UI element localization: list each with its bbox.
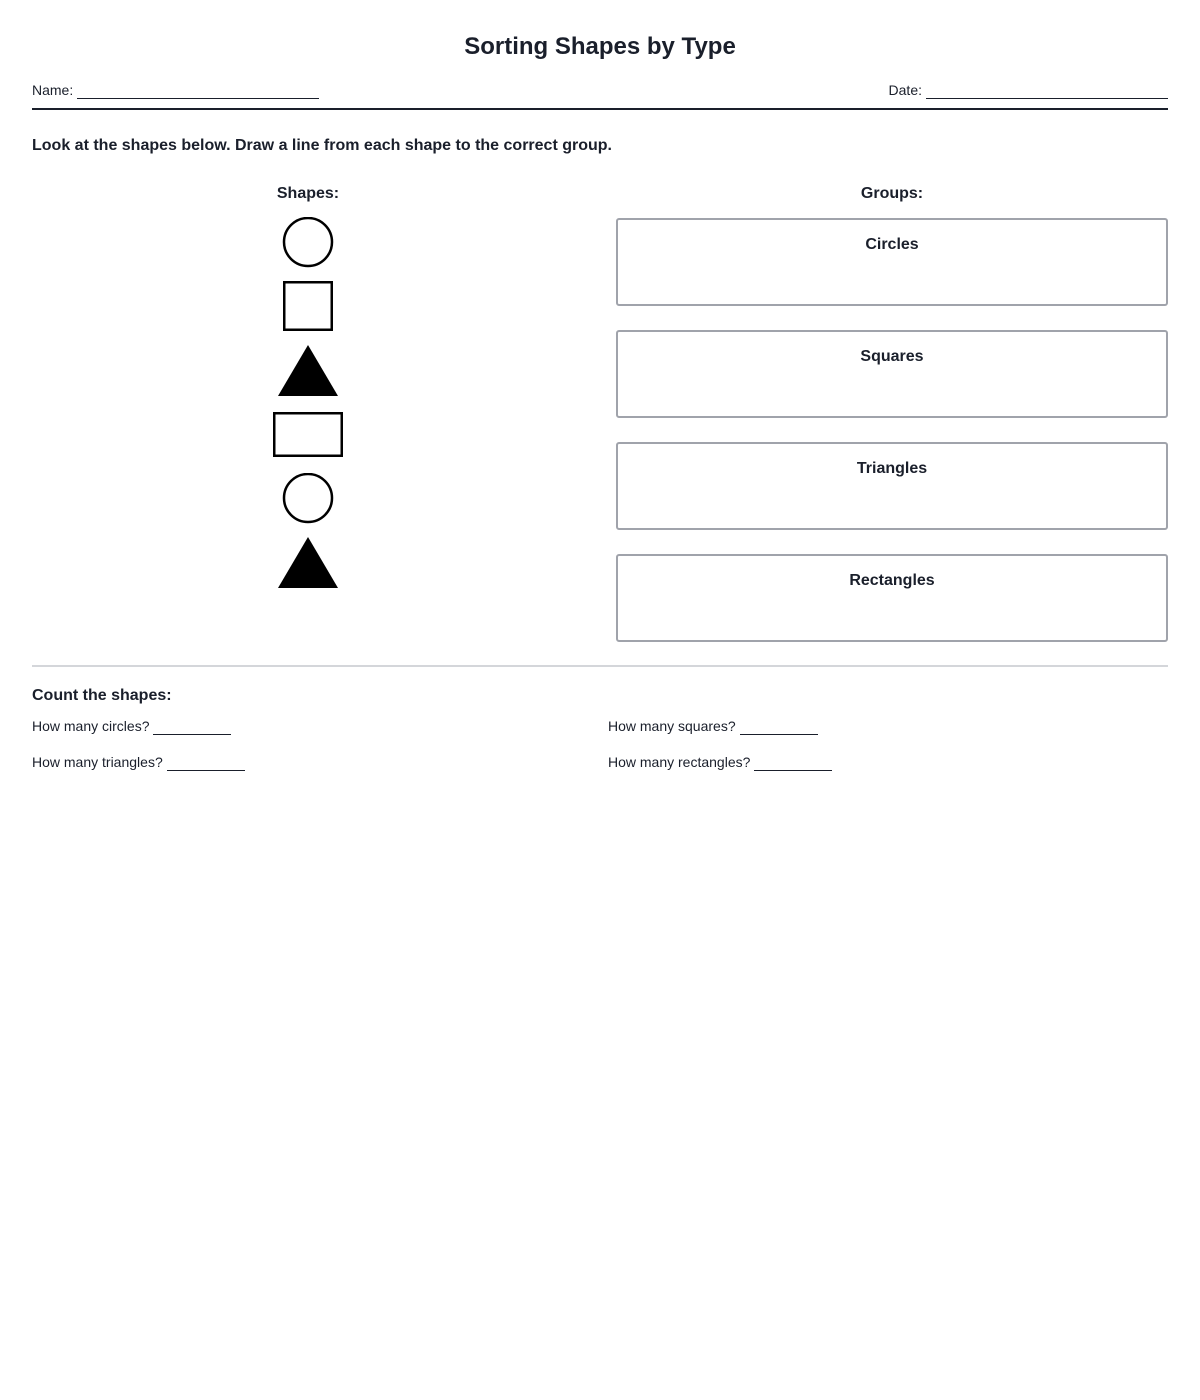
question-squares: [608, 717, 818, 735]
group-label: Rectangles: [849, 572, 935, 589]
name-label: Name:: [32, 82, 74, 98]
page-title: Sorting Shapes by Type: [464, 33, 736, 60]
question-text: How many circles?: [32, 718, 150, 734]
group-box-triangles[interactable]: [616, 442, 1168, 530]
question-text: How many triangles?: [32, 754, 163, 770]
question-text: How many rectangles?: [608, 754, 751, 770]
circle-outline-icon[interactable]: [282, 473, 334, 525]
group-box-circles[interactable]: [616, 218, 1168, 306]
question-circles: [32, 717, 231, 735]
square-outline-icon[interactable]: [283, 281, 333, 331]
group-box-squares[interactable]: [616, 330, 1168, 418]
count-heading: Count the shapes:: [32, 687, 172, 704]
triangle-filled-icon[interactable]: [278, 537, 338, 589]
answer-blank-rectangles[interactable]: [754, 754, 832, 771]
question-triangles: [32, 753, 245, 771]
rectangle-outline-icon[interactable]: [273, 412, 343, 457]
shapes-heading: Shapes:: [276, 185, 340, 202]
name-field: [32, 81, 319, 99]
date-label: Date:: [888, 82, 922, 98]
group-label: Circles: [865, 236, 919, 253]
name-blank-line[interactable]: [77, 82, 319, 99]
group-label: Triangles: [856, 460, 928, 477]
question-text: How many squares?: [608, 718, 736, 734]
instructions: Look at the shapes below. Draw a line from each shape to the correct group.: [32, 137, 612, 154]
answer-blank-circles[interactable]: [153, 718, 231, 735]
header-row: [32, 80, 1168, 110]
triangle-filled-icon[interactable]: [278, 345, 338, 397]
answer-blank-squares[interactable]: [740, 718, 818, 735]
circle-outline-icon[interactable]: [282, 217, 334, 269]
date-field: [889, 81, 1168, 99]
group-box-rectangles[interactable]: [616, 554, 1168, 642]
question-rectangles: [608, 753, 832, 771]
section-divider: [32, 665, 1168, 667]
date-blank-line[interactable]: [926, 82, 1168, 99]
answer-blank-triangles[interactable]: [167, 754, 245, 771]
groups-heading: Groups:: [860, 185, 924, 202]
group-label: Squares: [860, 348, 924, 365]
